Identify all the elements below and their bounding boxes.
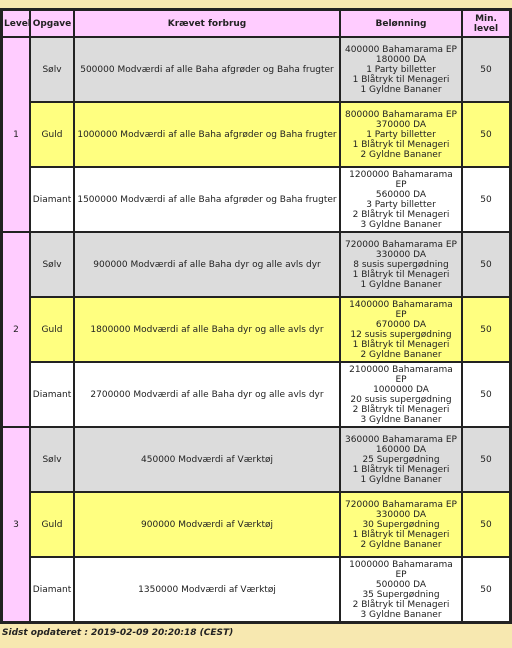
reward-line: 2 Blåtryk til Menageri [352,599,450,610]
reward-line: 1 Party billetter [366,129,436,140]
opgave-cell: Sølv [30,37,74,102]
reward-line: 1 Blåtryk til Menageri [352,529,450,540]
header-opgave: Opgave [30,10,74,37]
reward-line: 1000000 DA [373,384,429,395]
required-cell: 2700000 Modværdi af alle Baha dyr og alle avls dyr [74,362,340,427]
level-cell: 1 [2,37,30,232]
reward-line: 1 Gyldne Bananer [360,84,442,95]
reward-line: 3 Gyldne Bananer [360,414,442,425]
reward-line: 3 Party billetter [366,199,436,210]
required-cell: 1500000 Modværdi af alle Baha afgrøder og Baha frugter [74,167,340,232]
reward-line: EP [395,374,407,385]
reward-line: 330000 DA [375,249,427,260]
min-level-cell: 50 [462,362,510,427]
reward-line: EP [395,179,407,190]
reward-line: 2100000 Bahamarama [349,364,453,375]
rewards-table [0,8,512,624]
reward-cell [340,492,462,557]
reward-line: 500000 DA [375,579,427,590]
reward-line: 1 Blåtryk til Menageri [352,464,450,475]
table-row [2,427,510,492]
min-level-cell: 50 [462,557,510,622]
min-level-cell: 50 [462,167,510,232]
reward-line: 1 Party billetter [366,64,436,75]
reward-line: 12 susis supergødning [350,329,452,340]
required-cell: 1350000 Modværdi af Værktøj [74,557,340,622]
min-level-cell: 50 [462,427,510,492]
reward-line: 35 Supergødning [362,589,440,600]
min-level-cell: 50 [462,492,510,557]
table-row [2,102,510,167]
reward-line: 20 susis supergødning [350,394,452,405]
reward-cell [340,557,462,622]
reward-line: 720000 Bahamarama EP [345,239,457,250]
required-cell: 1800000 Modværdi af alle Baha dyr og alle avls dyr [74,297,340,362]
reward-line: 2 Gyldne Bananer [360,349,442,360]
reward-cell [340,297,462,362]
reward-line: 360000 Bahamarama EP [345,434,457,445]
reward-line: 670000 DA [375,319,427,330]
reward-line: 2 Blåtryk til Menageri [352,404,450,415]
header-row [2,10,510,37]
reward-line: 3 Gyldne Bananer [360,609,442,620]
required-cell: 450000 Modværdi af Værktøj [74,427,340,492]
reward-line: 1200000 Bahamarama [349,169,453,180]
opgave-cell: Guld [30,492,74,557]
reward-cell [340,37,462,102]
reward-line: 2 Blåtryk til Menageri [352,209,450,220]
table-row [2,232,510,297]
header-min-level: Min. level [462,10,510,37]
last-updated-text: Sidst opdateret : 2019-02-09 20:20:18 (CEST) [2,628,234,638]
rewards-table-wrapper [0,8,512,624]
reward-line: 400000 Bahamarama EP [345,44,457,55]
reward-line: 800000 Bahamarama EP [345,109,457,120]
opgave-cell: Guld [30,102,74,167]
reward-line: 30 Supergødning [362,519,440,530]
reward-cell [340,167,462,232]
reward-line: 180000 DA [375,54,427,65]
table-row [2,297,510,362]
table-row [2,362,510,427]
reward-cell [340,232,462,297]
min-level-cell: 50 [462,297,510,362]
reward-line: 3 Gyldne Bananer [360,219,442,230]
table-row [2,492,510,557]
reward-line: 1 Blåtryk til Menageri [352,74,450,85]
reward-line: 160000 DA [375,444,427,455]
opgave-cell: Diamant [30,167,74,232]
required-cell: 900000 Modværdi af Værktøj [74,492,340,557]
reward-line: 25 Supergødning [362,454,440,465]
table-row [2,37,510,102]
reward-line: 370000 DA [375,119,427,130]
reward-cell [340,102,462,167]
reward-line: 560000 DA [375,189,427,200]
required-cell: 900000 Modværdi af alle Baha dyr og alle avls dyr [74,232,340,297]
min-level-cell: 50 [462,37,510,102]
reward-cell [340,362,462,427]
header-reward: Belønning [340,10,462,37]
rewards-table-body [2,37,510,622]
min-level-cell: 50 [462,102,510,167]
table-row [2,167,510,232]
reward-line: 2 Gyldne Bananer [360,539,442,550]
table-row [2,557,510,622]
reward-line: 1 Gyldne Bananer [360,474,442,485]
reward-line: EP [395,309,407,320]
reward-line: 330000 DA [375,509,427,520]
reward-line: 1 Blåtryk til Menageri [352,269,450,280]
opgave-cell: Diamant [30,362,74,427]
reward-line: 2 Gyldne Bananer [360,149,442,160]
reward-cell [340,427,462,492]
level-cell: 3 [2,427,30,622]
required-cell: 1000000 Modværdi af alle Baha afgrøder og Baha frugter [74,102,340,167]
reward-line: 1 Blåtryk til Menageri [352,339,450,350]
header-required: Krævet forbrug [74,10,340,37]
opgave-cell: Sølv [30,232,74,297]
opgave-cell: Guld [30,297,74,362]
opgave-cell: Sølv [30,427,74,492]
reward-line: 1000000 Bahamarama [349,559,453,570]
header-level: Level [2,10,30,37]
min-level-cell: 50 [462,232,510,297]
reward-line: 8 susis supergødning [353,259,449,270]
required-cell: 500000 Modværdi af alle Baha afgrøder og Baha frugter [74,37,340,102]
reward-line: 1 Blåtryk til Menageri [352,139,450,150]
opgave-cell: Diamant [30,557,74,622]
reward-line: 720000 Bahamarama EP [345,499,457,510]
reward-line: EP [395,569,407,580]
reward-line: 1400000 Bahamarama [349,299,453,310]
level-cell: 2 [2,232,30,427]
reward-line: 1 Gyldne Bananer [360,279,442,290]
